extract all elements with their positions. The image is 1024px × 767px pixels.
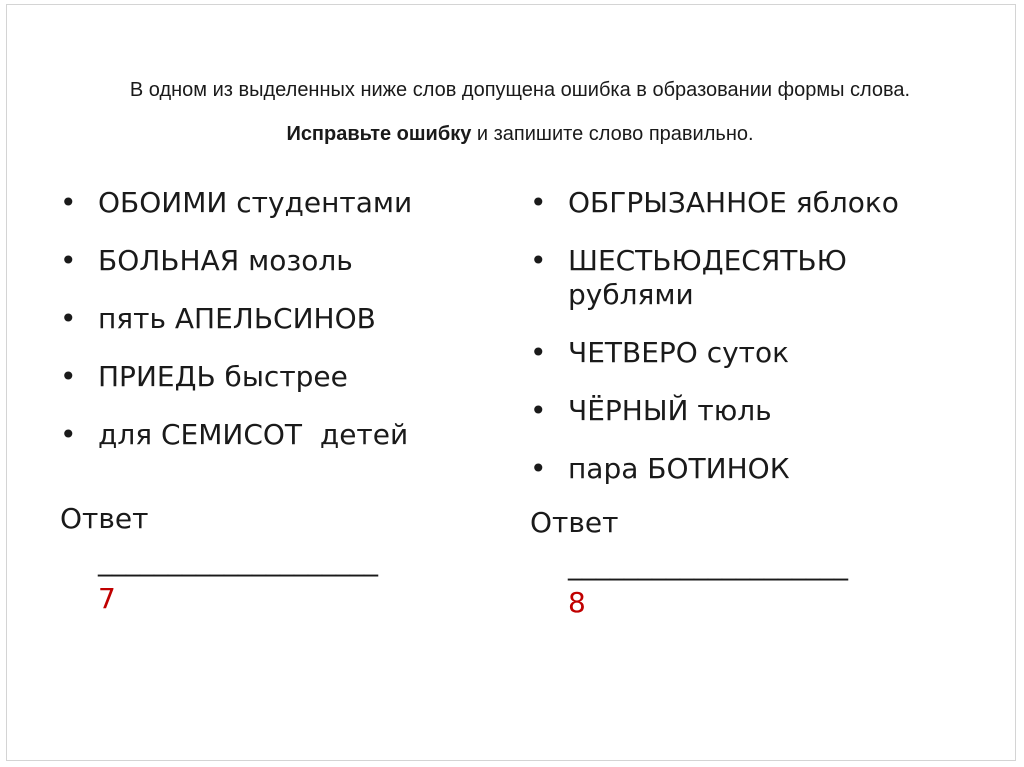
bullet-icon: • [530, 452, 547, 485]
list-item-text: БОЛЬНАЯ мозоль [98, 244, 353, 277]
list-item [530, 452, 970, 486]
answer-label: Ответ [530, 506, 619, 539]
instruction-text-start: В одном из выделенных ниже слов допущена ошибка в образовании формы слова. [129, 79, 911, 101]
bullet-icon: • [60, 302, 77, 335]
list-item-text: пять АПЕЛЬСИНОВ [98, 302, 376, 335]
list-item [60, 360, 500, 394]
left-column [60, 186, 500, 616]
bullet-icon: • [530, 244, 547, 277]
list-item-text: ПРИЕДЬ быстрее [98, 360, 348, 393]
answer-block-left [60, 502, 500, 616]
answer-block-right [530, 506, 970, 620]
task-instruction [80, 68, 960, 156]
bullet-icon: • [530, 394, 547, 427]
task-number: 7 [98, 582, 116, 615]
list-item-text: ОБОИМИ студентами [98, 186, 413, 219]
bullet-icon: • [530, 186, 547, 219]
list-item-text: ЧЕТВЕРО суток [568, 336, 790, 369]
list-item [60, 186, 500, 220]
list-item [60, 418, 500, 452]
list-item [530, 336, 970, 370]
list-item-text: ЧЁРНЫЙ тюль [568, 394, 772, 427]
answer-label: Ответ [60, 502, 149, 535]
left-word-list [60, 186, 500, 452]
list-item-text: ШЕСТЬЮДЕСЯТЬЮ рублями [568, 244, 847, 311]
bullet-icon: • [530, 336, 547, 369]
list-item [60, 302, 500, 336]
instruction-emphasis: Исправьте ошибку [286, 123, 472, 145]
task-number: 8 [568, 586, 586, 619]
list-item-text: ОБГРЫЗАННОЕ яблоко [568, 186, 899, 219]
list-item [530, 244, 898, 312]
answer-line: ____________________ [568, 548, 848, 581]
list-item [60, 244, 500, 278]
right-word-list [530, 186, 970, 486]
bullet-icon: • [60, 244, 77, 277]
bullet-icon: • [60, 360, 77, 393]
bullet-icon: • [60, 418, 77, 451]
list-item-text: пара БОТИНОК [568, 452, 790, 485]
list-item-text: для СЕМИСОТ детей [98, 418, 409, 451]
list-item [530, 394, 970, 428]
answer-line: ____________________ [98, 544, 378, 577]
right-column [530, 186, 970, 620]
bullet-icon: • [60, 186, 77, 219]
list-item [530, 186, 970, 220]
instruction-text-end: и запишите слово правильно. [471, 123, 754, 145]
